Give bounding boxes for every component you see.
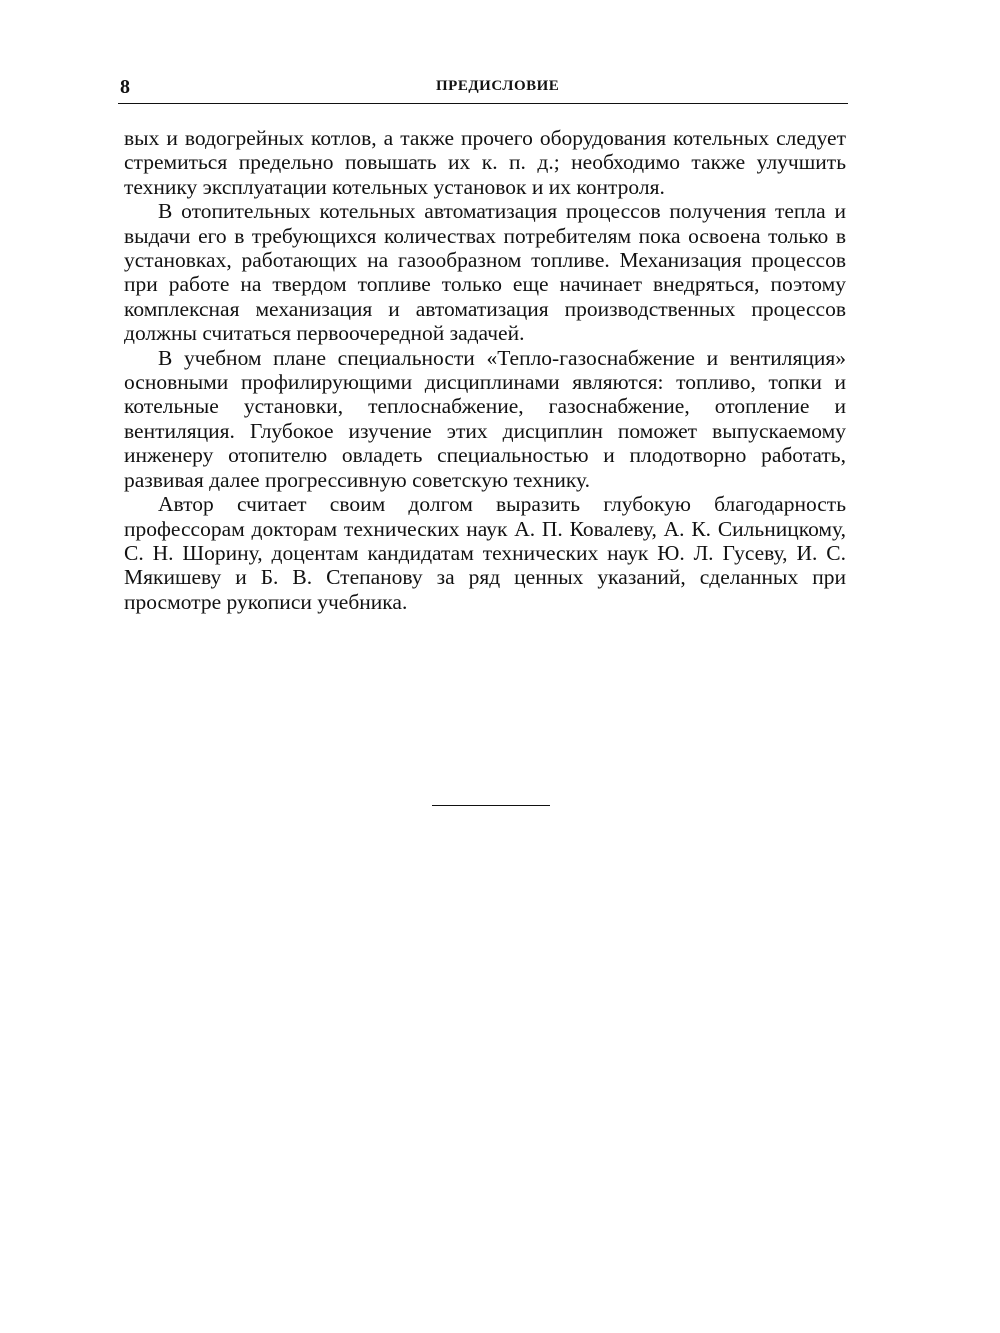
paragraph-curriculum: В учебном плане специальности «Тепло-газоснабжение и вентиляция» основными профилирующими дисциплинами являются: топливо, топки и котельные установки, теплоснабжение, газоснабжение, отопление и вентиляция. Глубокое изучение этих дисциплин поможет выпускаемому инженеру отопителю овладеть специальностью и плодотворно работать, развивая далее прогрессивную советскую технику. xyxy=(124,345,846,492)
paragraph-acknowledgements: Автор считает своим долгом выразить глубокую благодарность профессорам докторам технических наук А. П. Ковалеву, А. К. Сильницкому, С. Н. Шорину, доцентам кандидатам технических наук Ю. Л. Гусеву, И. С. Мякишеву и Б. В. Степанову за ряд ценных указаний, сделанных при просмотре рукописи учебника. xyxy=(124,492,846,614)
header-divider xyxy=(118,103,848,104)
section-end-divider xyxy=(432,805,550,806)
running-head: ПРЕДИСЛОВИЕ xyxy=(436,78,560,94)
paragraph-continuation: вых и водогрейных котлов, а также прочего оборудования котельных следует стремиться предельно повышать их к. п. д.; необходимо также улучшить технику эксплуатации котельных установок и их контроля. xyxy=(124,126,846,199)
page-header xyxy=(118,74,848,102)
page-number: 8 xyxy=(120,76,130,98)
body-text xyxy=(124,126,846,614)
paragraph-automation: В отопительных котельных автоматизация процессов получения тепла и выдачи его в требующихся количествах потребителям пока освоена только в установках, работающих на газообразном топливе. Механизация процессов при работе на твердом топливе только еще начинает внедряться, поэтому комплексная механизация и автоматизация производственных процессов должны считаться первоочередной задачей. xyxy=(124,199,846,346)
